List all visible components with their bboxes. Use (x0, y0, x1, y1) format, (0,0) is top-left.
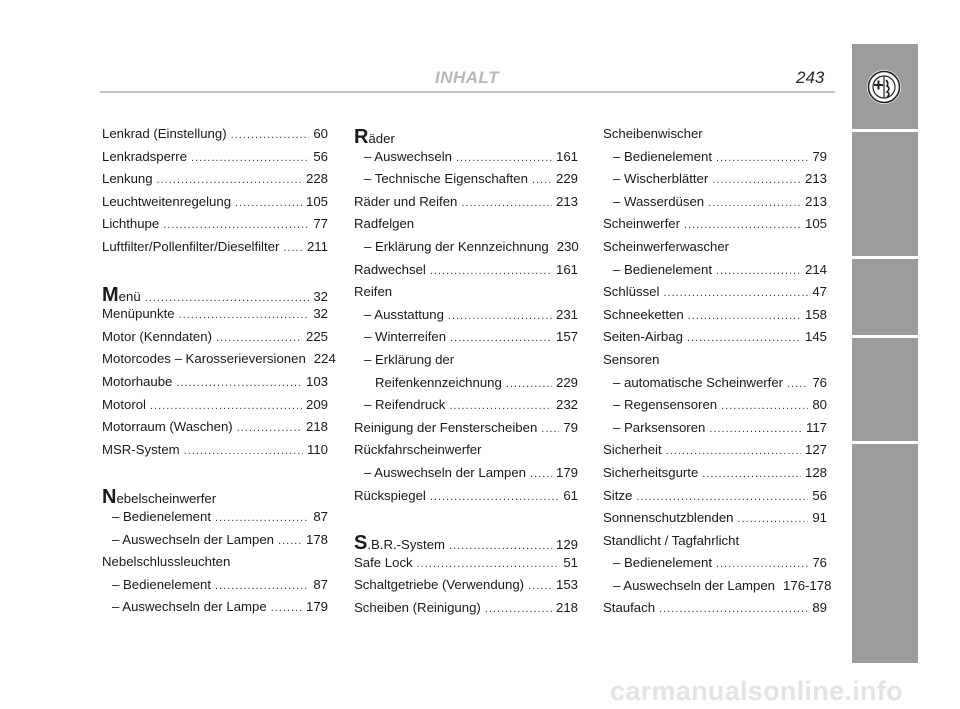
entry-page-number: 128 (804, 464, 827, 480)
dot-leader (688, 310, 801, 322)
section-initial: R (354, 126, 369, 148)
entry-label: – Reifendruck (364, 397, 446, 413)
entry-label: Sonnenschutzblenden (603, 510, 734, 526)
entry-label: Lenkrad (Einstellung) (102, 126, 227, 141)
dot-leader (659, 603, 808, 615)
index-entry (354, 600, 578, 623)
entry-page-number: 32 (313, 288, 328, 304)
index-entry (603, 216, 827, 239)
dot-leader (163, 219, 309, 231)
index-entry (354, 284, 578, 307)
dot-leader (663, 287, 808, 299)
entry-page-number: 60 (313, 126, 328, 141)
entry-label: – Auswechseln (364, 148, 452, 164)
entry-label: – Ausstattung (364, 306, 444, 322)
dot-leader (716, 152, 808, 164)
dot-leader (687, 332, 801, 344)
chapter-sidebar (852, 44, 918, 663)
dot-leader (721, 400, 808, 412)
entry-page-number: 105 (804, 216, 827, 232)
entry-label: Lenkung (102, 171, 153, 187)
index-entry (102, 126, 328, 149)
dot-leader (528, 580, 552, 592)
index-entry (603, 284, 827, 307)
entry-label: Motorcodes – Karosserieversionen (102, 351, 306, 367)
index-entry (354, 555, 578, 578)
dot-leader (215, 512, 309, 524)
index-entry (102, 374, 328, 397)
entry-label: – automatische Scheinwerfer (613, 374, 784, 390)
entry-page-number: 77 (313, 216, 328, 232)
entry-page-number: 213 (804, 171, 827, 187)
index-entry (354, 352, 578, 375)
entry-page-number: 127 (804, 442, 827, 458)
index-entry (603, 329, 827, 352)
entry-page-number: 129 (555, 537, 578, 553)
entry-label: MSR-System (102, 441, 180, 457)
dot-leader (530, 468, 552, 480)
entry-page-number: 213 (804, 193, 827, 209)
dot-leader (485, 603, 552, 615)
index-entry (603, 465, 827, 488)
entry-page-number: 56 (812, 487, 827, 503)
entry-page-number: 228 (305, 171, 328, 187)
index-entry (603, 307, 827, 330)
header-title: INHALT (435, 68, 500, 87)
section-heading-rest: ebelscheinwerfer (116, 491, 217, 507)
dot-leader (417, 558, 560, 570)
index-entry (603, 171, 827, 194)
entry-label: Reifenkennzeichnung (375, 374, 502, 390)
index-entry (102, 351, 336, 374)
entry-page-number: 145 (804, 329, 827, 345)
sidebar-block (852, 444, 918, 663)
entry-label: Staufach (603, 600, 656, 616)
entry-page-number: 225 (305, 328, 328, 344)
entry-page-number: 79 (812, 148, 827, 164)
entry-label: Nebelschlussleuchten (102, 554, 231, 570)
entry-page-number: 47 (812, 284, 827, 300)
entry-page-number: 87 (313, 576, 328, 592)
dot-leader (231, 129, 310, 141)
dot-leader (716, 265, 801, 277)
index-section-heading (102, 284, 328, 307)
entry-page-number: 213 (555, 193, 578, 209)
entry-label: Lenkradsperre (102, 148, 188, 164)
entry-label: Reifen (354, 284, 393, 300)
dot-leader (283, 242, 303, 254)
sidebar-block (852, 132, 918, 256)
index-entry (603, 555, 827, 578)
entry-page-number: 56 (313, 148, 328, 164)
dot-leader (176, 377, 302, 389)
dot-leader (456, 152, 552, 164)
entry-label: Scheibenwischer (603, 126, 703, 141)
entry-page-number: 161 (555, 261, 578, 277)
entry-label (354, 126, 395, 149)
entry-page-number: 76 (812, 555, 827, 571)
entry-label: Motorhaube (102, 373, 173, 389)
entry-label (102, 284, 141, 307)
entry-label: Seiten-Airbag (603, 329, 683, 345)
dot-leader (712, 174, 801, 186)
dot-leader (702, 468, 801, 480)
index-entry (354, 442, 578, 465)
entry-label: – Bedienelement (613, 148, 712, 164)
entry-page-number: 218 (305, 419, 328, 435)
index-entry (354, 488, 578, 511)
index-entry (603, 352, 827, 375)
entry-label: Scheiben (Reinigung) (354, 599, 481, 615)
entry-page-number: 80 (812, 397, 827, 413)
index-entry (102, 216, 328, 239)
entry-label: Räder und Reifen (354, 193, 458, 209)
index-column-1 (102, 126, 336, 622)
entry-label: Safe Lock (354, 554, 413, 570)
entry-label: Sitze (603, 487, 633, 503)
entry-label (354, 532, 445, 555)
index-entry (603, 488, 827, 511)
index-entry (102, 194, 328, 217)
index-entry (102, 149, 328, 172)
entry-label: – Auswechseln der Lampe (112, 599, 267, 615)
index-entry (603, 149, 827, 172)
index-entry (354, 420, 578, 443)
entry-page-number: 110 (306, 441, 328, 457)
section-initial: S (354, 532, 368, 555)
dot-leader (532, 174, 552, 186)
entry-label: Leuchtweitenregelung (102, 193, 232, 209)
entry-label: – Erklärung der (364, 351, 455, 367)
entry-page-number: 179 (305, 599, 328, 615)
entry-page-number: 157 (555, 329, 578, 345)
entry-page-number: 158 (804, 306, 827, 322)
entry-page-number: 103 (305, 373, 328, 389)
entry-page-number: 231 (555, 306, 578, 322)
section-heading-rest: äder (368, 131, 395, 146)
entry-label: – Regensensoren (613, 397, 718, 413)
index-entry (354, 397, 578, 420)
sidebar-block (852, 338, 918, 441)
dot-leader (145, 292, 310, 304)
index-entry (603, 510, 827, 533)
section-initial: M (102, 283, 119, 306)
entry-page-number: 117 (805, 419, 827, 435)
index-entry (102, 329, 328, 352)
entry-page-number: 229 (555, 374, 578, 390)
dot-leader (450, 332, 552, 344)
dot-leader (684, 219, 801, 231)
entry-label: – Wasserdüsen (613, 193, 705, 209)
dot-leader (449, 540, 552, 552)
dot-leader (430, 491, 559, 503)
dot-leader (461, 197, 552, 209)
entry-label: – Wischerblätter (613, 171, 709, 187)
entry-page-number: 211 (306, 238, 328, 254)
entry-page-number: 89 (812, 600, 827, 616)
entry-page-number: 51 (563, 554, 578, 570)
entry-label: Sensoren (603, 351, 660, 367)
entry-page-number: 79 (563, 419, 578, 435)
index-entry (102, 577, 328, 600)
index-entry (354, 216, 578, 239)
index-entry (603, 194, 827, 217)
entry-page-number: 61 (563, 487, 578, 503)
dot-leader (716, 558, 808, 570)
entry-label: Rückspiegel (354, 487, 426, 503)
index-entry (102, 397, 328, 420)
dot-leader (738, 513, 809, 525)
index-entry (354, 194, 578, 217)
section-gap (102, 464, 328, 486)
index-entry (603, 375, 827, 398)
index-entry (603, 600, 827, 623)
dot-leader (541, 423, 559, 435)
entry-label: – Auswechseln der Lampen (364, 464, 527, 480)
dot-leader (430, 265, 552, 277)
index-entry (354, 262, 578, 285)
dot-leader (708, 197, 801, 209)
index-entry (102, 442, 328, 465)
index-entry (354, 577, 578, 600)
entry-label: – Bedienelement (112, 508, 211, 524)
index-entry (102, 599, 328, 622)
entry-label: – Winterreifen (364, 329, 447, 345)
index-section-heading (354, 126, 578, 149)
entry-page-number: 105 (305, 193, 328, 209)
entry-page-number: 214 (804, 261, 827, 277)
entry-page-number: 32 (313, 306, 328, 322)
section-heading-rest: .B.R.-System (367, 537, 446, 553)
index-entry (603, 420, 827, 443)
entry-label: – Parksensoren (613, 419, 706, 435)
index-entry (354, 465, 578, 488)
entry-label: – Bedienelement (613, 555, 712, 571)
entry-page-number: 209 (305, 396, 328, 412)
index-entry (354, 329, 578, 352)
index-entry (603, 239, 827, 262)
entry-label: – Auswechseln der Lampen (613, 577, 776, 593)
dot-leader (216, 332, 302, 344)
dot-leader (666, 445, 801, 457)
dot-leader (237, 422, 302, 434)
dot-leader (278, 535, 302, 547)
index-entry (102, 306, 328, 329)
dot-leader (184, 445, 303, 457)
entry-label: Sicherheit (603, 442, 662, 458)
entry-label: – Bedienelement (613, 261, 712, 277)
dot-leader (787, 378, 808, 390)
entry-label: Luftfilter/Pollenfilter/Dieselfilter (102, 238, 280, 254)
entry-label: Radfelgen (354, 216, 415, 232)
entry-page-number: 229 (555, 171, 578, 187)
index-entry (603, 577, 832, 601)
dot-leader (235, 197, 302, 209)
index-entry (603, 533, 827, 556)
entry-page-number: 224 (313, 351, 336, 367)
entry-label: Scheinwerfer (603, 216, 680, 232)
dot-leader (506, 378, 552, 390)
entry-page-number: 218 (555, 599, 578, 615)
dot-leader (709, 423, 802, 435)
index-entry (603, 262, 827, 285)
section-initial: N (102, 486, 117, 509)
dot-leader (179, 309, 310, 321)
entry-label: Motor (Kenndaten) (102, 328, 212, 344)
dot-leader (448, 310, 552, 322)
entry-page-number: 176-178 (783, 577, 832, 593)
index-column-2 (354, 126, 578, 622)
entry-label: Standlicht / Tagfahrlicht (603, 532, 740, 548)
header-divider (100, 91, 835, 93)
section-heading-rest: enü (118, 288, 141, 304)
entry-page-number: 179 (555, 464, 578, 480)
entry-page-number: 153 (555, 577, 578, 593)
entry-label: Scheinwerferwascher (603, 238, 730, 254)
index-entry (603, 442, 827, 465)
dot-leader (271, 602, 302, 614)
index-entry (354, 149, 578, 172)
entry-page-number: 178 (305, 531, 328, 547)
entry-label: Menüpunkte (102, 306, 175, 322)
dot-leader (449, 400, 552, 412)
entry-label: Radwechsel (354, 261, 426, 277)
index-entry (354, 239, 578, 262)
index-entry (603, 126, 827, 149)
index-entry (603, 397, 827, 420)
index-entry (102, 419, 328, 442)
dot-leader (636, 491, 808, 503)
entry-label: Motorol (102, 396, 146, 412)
entry-label: Motorraum (Waschen) (102, 419, 233, 435)
index-column-3 (603, 126, 832, 623)
entry-page-number: 87 (313, 508, 328, 524)
alfa-romeo-logo-icon (866, 69, 902, 105)
index-entry (102, 554, 328, 577)
index-entry (102, 171, 328, 194)
index-entry (102, 532, 328, 555)
entry-page-number: 76 (812, 374, 827, 390)
section-gap (102, 262, 328, 284)
dot-leader (191, 152, 309, 164)
index-section-heading (354, 532, 578, 555)
index-entry (102, 239, 328, 262)
entry-page-number: 91 (812, 510, 827, 526)
dot-leader (150, 400, 302, 412)
index-entry (354, 171, 578, 194)
sidebar-block (852, 259, 918, 335)
entry-label: – Bedienelement (112, 576, 211, 592)
entry-label: Lichthupe (102, 216, 160, 232)
entry-label: Schneeketten (603, 306, 684, 322)
entry-label: Reinigung der Fensterscheiben (354, 419, 538, 435)
entry-label (102, 486, 216, 509)
section-gap (354, 510, 578, 532)
index-section-heading (102, 486, 328, 509)
index-entry (354, 375, 578, 398)
sidebar-block (852, 44, 918, 129)
entry-page-number: 230 (556, 238, 579, 254)
watermark: carmanualsonline.info (610, 676, 903, 706)
page-number: 243 (796, 68, 825, 87)
index-entry (354, 307, 578, 330)
entry-page-number: 161 (555, 148, 578, 164)
dot-leader (215, 580, 309, 592)
entry-label: – Erklärung der Kennzeichnung (364, 238, 549, 254)
index-entry (102, 509, 328, 532)
entry-label: Schlüssel (603, 284, 660, 300)
entry-label: – Technische Eigenschaften (364, 171, 528, 187)
entry-label: Sicherheitsgurte (603, 464, 699, 480)
dot-leader (157, 174, 302, 186)
entry-label: Schaltgetriebe (Verwendung) (354, 577, 525, 593)
entry-label: – Auswechseln der Lampen (112, 531, 275, 547)
entry-label: Rückfahrscheinwerfer (354, 442, 482, 458)
entry-page-number: 232 (555, 397, 578, 413)
